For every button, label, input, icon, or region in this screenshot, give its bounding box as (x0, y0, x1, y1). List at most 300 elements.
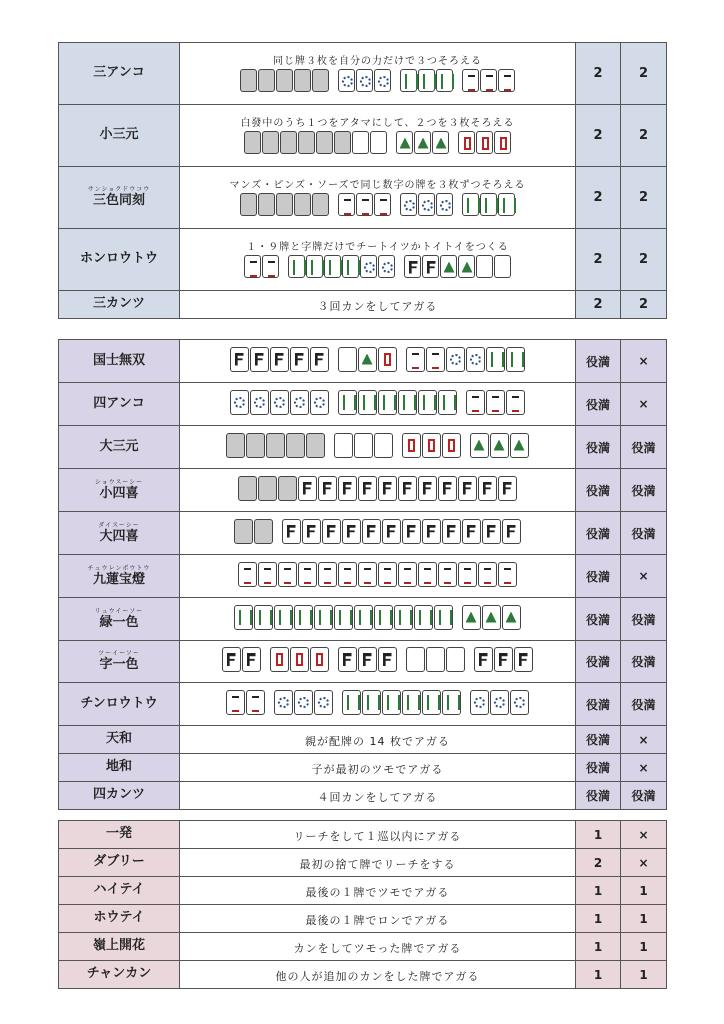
yaku-row (59, 598, 667, 641)
tile-back-icon (306, 433, 325, 458)
wind-tile-icon (282, 519, 301, 544)
han-open-cell: × (621, 340, 667, 383)
tile-back-icon (278, 476, 297, 501)
circle-tile-icon (356, 69, 373, 92)
circle-tile-icon (378, 255, 395, 278)
yaku-name-cell (59, 469, 180, 512)
yaku-name-cell (59, 726, 180, 754)
yaku-row (59, 229, 667, 291)
red-dragon-tile-icon (458, 131, 475, 154)
red-dragon-tile-icon (310, 647, 329, 672)
yaku-row (59, 782, 667, 810)
yaku-name: チャンカン (86, 966, 152, 982)
yaku-name-cell (59, 961, 180, 989)
bamboo-tile-icon (498, 193, 515, 216)
han-open-cell: 1 (621, 933, 667, 961)
character-tile-icon (398, 562, 417, 587)
yaku-name: 三アンコ (93, 65, 145, 81)
white-dragon-tile-icon (352, 131, 369, 154)
yaku-row (59, 877, 667, 905)
yaku-description: カンをしてツモった牌でアガる (293, 942, 462, 955)
yaku-name-cell (59, 641, 180, 683)
tile-back-icon (262, 131, 279, 154)
yaku-name: 天和 (105, 731, 132, 747)
circle-tile-icon (270, 390, 289, 415)
bamboo-tile-icon (342, 255, 359, 278)
bamboo-tile-icon (400, 69, 417, 92)
character-tile-icon (238, 562, 257, 587)
han-closed-cell: 役満 (576, 726, 621, 754)
tile-back-icon (280, 131, 297, 154)
character-tile-icon (226, 690, 245, 715)
tile-hand (238, 562, 518, 587)
yaku-detail-cell (180, 167, 576, 229)
character-tile-icon (486, 390, 505, 415)
yaku-name: ハイテイ (93, 882, 145, 898)
yaku-description: 他の人が追加のカンをした牌でアガる (275, 970, 480, 983)
han-open-cell: 2 (621, 43, 667, 105)
character-tile-icon (426, 347, 445, 372)
yaku-name-cell (59, 933, 180, 961)
yaku-name-cell (59, 43, 180, 105)
yaku-row (59, 469, 667, 512)
wind-tile-icon (402, 519, 421, 544)
yaku-row (59, 43, 667, 105)
character-tile-icon (262, 255, 279, 278)
yaku-description: 白發中のうち１つをアタマにして、２つを３枚そろえる (240, 117, 515, 129)
han-closed-cell: 役満 (576, 641, 621, 683)
yaku-name-cell (59, 555, 180, 598)
yaku-row (59, 754, 667, 782)
bamboo-tile-icon (234, 605, 253, 630)
wind-tile-icon (382, 519, 401, 544)
bamboo-tile-icon (324, 255, 341, 278)
bamboo-tile-icon (418, 69, 435, 92)
red-dragon-tile-icon (422, 433, 441, 458)
yaku-name-cell (59, 821, 180, 849)
yaku-name: チンロウトウ (80, 695, 158, 711)
han-closed-cell: 役満 (576, 512, 621, 555)
yaku-name-cell (59, 512, 180, 555)
character-tile-icon (498, 562, 517, 587)
bamboo-tile-icon (398, 390, 417, 415)
wind-tile-icon (298, 476, 317, 501)
yaku-row (59, 426, 667, 469)
bamboo-tile-icon (378, 390, 397, 415)
wind-tile-icon (514, 647, 533, 672)
white-dragon-tile-icon (426, 647, 445, 672)
tile-back-icon (266, 433, 285, 458)
wind-tile-icon (342, 519, 361, 544)
yaku-reading: ショウスーシー (94, 478, 144, 486)
green-dragon-tile-icon (458, 255, 475, 278)
character-tile-icon (418, 562, 437, 587)
white-dragon-tile-icon (334, 433, 353, 458)
yaku-detail-cell (180, 961, 576, 989)
han-open-cell: 2 (621, 229, 667, 291)
green-dragon-tile-icon (510, 433, 529, 458)
yaku-detail-cell (180, 598, 576, 641)
yaku-description: 最初の捨て牌でリーチをする (299, 858, 456, 871)
han-open-cell: 役満 (621, 782, 667, 810)
circle-tile-icon (360, 255, 377, 278)
yaku-row (59, 383, 667, 426)
circle-tile-icon (230, 390, 249, 415)
bamboo-tile-icon (402, 690, 421, 715)
bamboo-tile-icon (480, 193, 497, 216)
tile-back-icon (258, 193, 275, 216)
han-closed-cell: 役満 (576, 754, 621, 782)
wind-tile-icon (462, 519, 481, 544)
han-closed-cell: 2 (576, 291, 621, 319)
circle-tile-icon (510, 690, 529, 715)
tile-hand (240, 193, 516, 216)
yaku-detail-cell (180, 105, 576, 167)
han-open-cell: 1 (621, 905, 667, 933)
wind-tile-icon (358, 476, 377, 501)
character-tile-icon (246, 690, 265, 715)
red-dragon-tile-icon (494, 131, 511, 154)
wind-tile-icon (422, 519, 441, 544)
yaku-name-cell (59, 598, 180, 641)
wind-tile-icon (302, 519, 321, 544)
character-tile-icon (258, 562, 277, 587)
han-open-cell: × (621, 849, 667, 877)
circle-tile-icon (470, 690, 489, 715)
yaku-detail-cell (180, 933, 576, 961)
green-dragon-tile-icon (414, 131, 431, 154)
yaku-reading: リュウイーソー (94, 607, 144, 615)
tile-hand (234, 605, 522, 630)
green-dragon-tile-icon (358, 347, 377, 372)
tile-hand (244, 255, 512, 278)
wind-tile-icon (438, 476, 457, 501)
bamboo-tile-icon (394, 605, 413, 630)
yaku-name: ホウテイ (93, 910, 145, 926)
han-closed-cell: 1 (576, 821, 621, 849)
red-dragon-tile-icon (402, 433, 421, 458)
yaku-row (59, 905, 667, 933)
white-dragon-tile-icon (374, 433, 393, 458)
yaku-name: 四アンコ (93, 395, 145, 411)
bamboo-tile-icon (506, 347, 525, 372)
yaku-description: 同じ牌３枚を自分の力だけで３つそろえる (273, 55, 482, 67)
white-dragon-tile-icon (406, 647, 425, 672)
yaku-detail-cell (180, 555, 576, 598)
character-tile-icon (378, 562, 397, 587)
wind-tile-icon (338, 476, 357, 501)
wind-tile-icon (318, 476, 337, 501)
yaku-description: ３回カンをしてアガる (317, 300, 438, 313)
red-dragon-tile-icon (476, 131, 493, 154)
circle-tile-icon (290, 390, 309, 415)
yaku-name: ダブリー (93, 854, 145, 870)
green-dragon-tile-icon (470, 433, 489, 458)
wind-tile-icon (378, 647, 397, 672)
yaku-name: 一発 (105, 826, 132, 842)
yaku-name: 緑一色 (99, 614, 139, 630)
wind-tile-icon (442, 519, 461, 544)
han-closed-cell: 1 (576, 933, 621, 961)
character-tile-icon (498, 69, 515, 92)
yaku-name-cell (59, 426, 180, 469)
wind-tile-icon (474, 647, 493, 672)
han-closed-cell: 2 (576, 167, 621, 229)
tile-back-icon (294, 193, 311, 216)
wind-tile-icon (482, 519, 501, 544)
bamboo-tile-icon (442, 690, 461, 715)
yaku-name-cell (59, 383, 180, 426)
character-tile-icon (466, 390, 485, 415)
yaku-detail-cell (180, 754, 576, 782)
circle-tile-icon (250, 390, 269, 415)
yaku-detail-cell (180, 291, 576, 319)
tile-back-icon (244, 131, 261, 154)
green-dragon-tile-icon (432, 131, 449, 154)
yaku-name-cell (59, 683, 180, 726)
han-open-cell: 役満 (621, 598, 667, 641)
han-closed-cell: 2 (576, 105, 621, 167)
han-closed-cell: 1 (576, 905, 621, 933)
wind-tile-icon (494, 647, 513, 672)
yaku-row (59, 961, 667, 989)
yaku-description: 子が最初のツモでアガる (311, 763, 444, 776)
red-dragon-tile-icon (378, 347, 397, 372)
bamboo-tile-icon (254, 605, 273, 630)
yaku-description: 親が配牌の 14 枚でアガる (305, 735, 450, 748)
yaku-name-cell (59, 905, 180, 933)
wind-tile-icon (502, 519, 521, 544)
han-open-cell: 1 (621, 961, 667, 989)
bamboo-tile-icon (338, 390, 357, 415)
han-open-cell: × (621, 555, 667, 598)
han-open-cell: 2 (621, 105, 667, 167)
circle-tile-icon (436, 193, 453, 216)
yaku-row (59, 849, 667, 877)
han-open-cell: 1 (621, 877, 667, 905)
tile-hand (230, 390, 526, 415)
red-dragon-tile-icon (290, 647, 309, 672)
yaku-name: 大三元 (99, 438, 139, 454)
yaku-detail-cell (180, 512, 576, 555)
yaku-reading: ツーイーソー (98, 650, 140, 658)
tile-back-icon (258, 476, 277, 501)
han-closed-cell: 役満 (576, 683, 621, 726)
wind-tile-icon (270, 347, 289, 372)
wind-tile-icon (498, 476, 517, 501)
bamboo-tile-icon (374, 605, 393, 630)
yaku-row (59, 167, 667, 229)
yaku-detail-cell (180, 641, 576, 683)
bamboo-tile-icon (354, 605, 373, 630)
character-tile-icon (358, 562, 377, 587)
circle-tile-icon (490, 690, 509, 715)
green-dragon-tile-icon (440, 255, 457, 278)
bamboo-tile-icon (382, 690, 401, 715)
wind-tile-icon (230, 347, 249, 372)
yaku-name-cell (59, 877, 180, 905)
tile-back-icon (226, 433, 245, 458)
wind-tile-icon (378, 476, 397, 501)
yaku-detail-cell (180, 877, 576, 905)
circle-tile-icon (338, 69, 355, 92)
yaku-name-cell (59, 340, 180, 383)
han-open-cell: 役満 (621, 512, 667, 555)
han-open-cell: × (621, 383, 667, 426)
white-dragon-tile-icon (446, 647, 465, 672)
yaku-row (59, 821, 667, 849)
yaku-name-cell (59, 229, 180, 291)
han-closed-cell: 役満 (576, 598, 621, 641)
yaku-detail-cell (180, 469, 576, 512)
yaku-row (59, 641, 667, 683)
tile-hand (238, 476, 518, 501)
yaku-detail-cell (180, 782, 576, 810)
wind-tile-icon (290, 347, 309, 372)
tile-back-icon (234, 519, 253, 544)
wind-tile-icon (338, 647, 357, 672)
yaku-detail-cell (180, 43, 576, 105)
tile-back-icon (312, 193, 329, 216)
yaku-description: リーチをして１巡以内にアガる (293, 830, 462, 843)
green-dragon-tile-icon (462, 605, 481, 630)
yaku-name: 小三元 (99, 127, 139, 143)
tile-back-icon (312, 69, 329, 92)
yaku-description: １・９牌と字牌だけでチートイツかトイトイをつくる (246, 241, 509, 253)
tile-back-icon (258, 69, 275, 92)
white-dragon-tile-icon (494, 255, 511, 278)
tile-back-icon (298, 131, 315, 154)
wind-tile-icon (422, 255, 439, 278)
yaku-name: 地和 (105, 759, 132, 775)
character-tile-icon (506, 390, 525, 415)
tile-hand (226, 690, 530, 715)
character-tile-icon (438, 562, 457, 587)
bamboo-tile-icon (274, 605, 293, 630)
tile-back-icon (254, 519, 273, 544)
red-dragon-tile-icon (270, 647, 289, 672)
tile-back-icon (238, 476, 257, 501)
tile-back-icon (246, 433, 265, 458)
yaku-name: 大四喜 (99, 528, 139, 544)
wind-tile-icon (418, 476, 437, 501)
tile-back-icon (286, 433, 305, 458)
yaku-name-cell (59, 105, 180, 167)
tile-back-icon (294, 69, 311, 92)
tile-back-icon (334, 131, 351, 154)
character-tile-icon (318, 562, 337, 587)
green-dragon-tile-icon (396, 131, 413, 154)
yaku-name: 嶺上開花 (92, 938, 145, 954)
white-dragon-tile-icon (354, 433, 373, 458)
bamboo-tile-icon (306, 255, 323, 278)
yaku-reading: チュウレンポウトウ (87, 564, 151, 572)
han-open-cell: 役満 (621, 641, 667, 683)
character-tile-icon (278, 562, 297, 587)
yaku-detail-cell (180, 229, 576, 291)
han-closed-cell: 役満 (576, 469, 621, 512)
yaku-name: 三色同刻 (92, 193, 145, 209)
yaku-name: 国士無双 (92, 352, 145, 368)
yaku-detail-cell (180, 726, 576, 754)
bamboo-tile-icon (414, 605, 433, 630)
tile-hand (222, 647, 534, 672)
wind-tile-icon (478, 476, 497, 501)
yaku-row (59, 933, 667, 961)
han-closed-cell: 2 (576, 43, 621, 105)
circle-tile-icon (314, 690, 333, 715)
yaku-name: 字一色 (99, 657, 139, 673)
yaku-detail-cell (180, 683, 576, 726)
yaku-table-2han (58, 42, 667, 319)
white-dragon-tile-icon (338, 347, 357, 372)
bamboo-tile-icon (436, 69, 453, 92)
yaku-description: 最後の１牌でツモでアガる (305, 886, 450, 899)
yaku-row (59, 683, 667, 726)
han-closed-cell: 2 (576, 849, 621, 877)
yaku-detail-cell (180, 426, 576, 469)
yaku-detail-cell (180, 905, 576, 933)
green-dragon-tile-icon (490, 433, 509, 458)
tile-back-icon (240, 69, 257, 92)
yaku-row (59, 726, 667, 754)
han-open-cell: × (621, 754, 667, 782)
yaku-name-cell (59, 754, 180, 782)
han-open-cell: 2 (621, 167, 667, 229)
wind-tile-icon (222, 647, 241, 672)
yaku-name-cell (59, 782, 180, 810)
yaku-row (59, 340, 667, 383)
yaku-description: ４回カンをしてアガる (317, 791, 438, 804)
bamboo-tile-icon (422, 690, 441, 715)
character-tile-icon (462, 69, 479, 92)
green-dragon-tile-icon (482, 605, 501, 630)
circle-tile-icon (446, 347, 465, 372)
circle-tile-icon (294, 690, 313, 715)
yaku-reading: ダイスーシー (98, 521, 140, 529)
tile-hand (230, 347, 526, 372)
han-open-cell: × (621, 821, 667, 849)
bamboo-tile-icon (288, 255, 305, 278)
han-open-cell: 役満 (621, 426, 667, 469)
bamboo-tile-icon (462, 193, 479, 216)
yaku-name: 四カンツ (92, 787, 145, 803)
yaku-row (59, 105, 667, 167)
bamboo-tile-icon (342, 690, 361, 715)
yaku-detail-cell (180, 849, 576, 877)
bamboo-tile-icon (438, 390, 457, 415)
tile-back-icon (240, 193, 257, 216)
han-closed-cell: 役満 (576, 782, 621, 810)
wind-tile-icon (322, 519, 341, 544)
yaku-description: マンズ・ピンズ・ソーズで同じ数字の牌を３枚ずつそろえる (229, 179, 526, 191)
yaku-name: 九蓮宝燈 (92, 571, 145, 587)
yaku-detail-cell (180, 340, 576, 383)
bamboo-tile-icon (486, 347, 505, 372)
han-open-cell: 2 (621, 291, 667, 319)
tile-hand (234, 519, 522, 544)
character-tile-icon (406, 347, 425, 372)
character-tile-icon (298, 562, 317, 587)
tile-back-icon (316, 131, 333, 154)
yaku-row (59, 555, 667, 598)
wind-tile-icon (398, 476, 417, 501)
yaku-reading: サンショクドウコウ (87, 186, 151, 194)
wind-tile-icon (310, 347, 329, 372)
character-tile-icon (480, 69, 497, 92)
yaku-detail-cell (180, 821, 576, 849)
yaku-name-cell (59, 849, 180, 877)
